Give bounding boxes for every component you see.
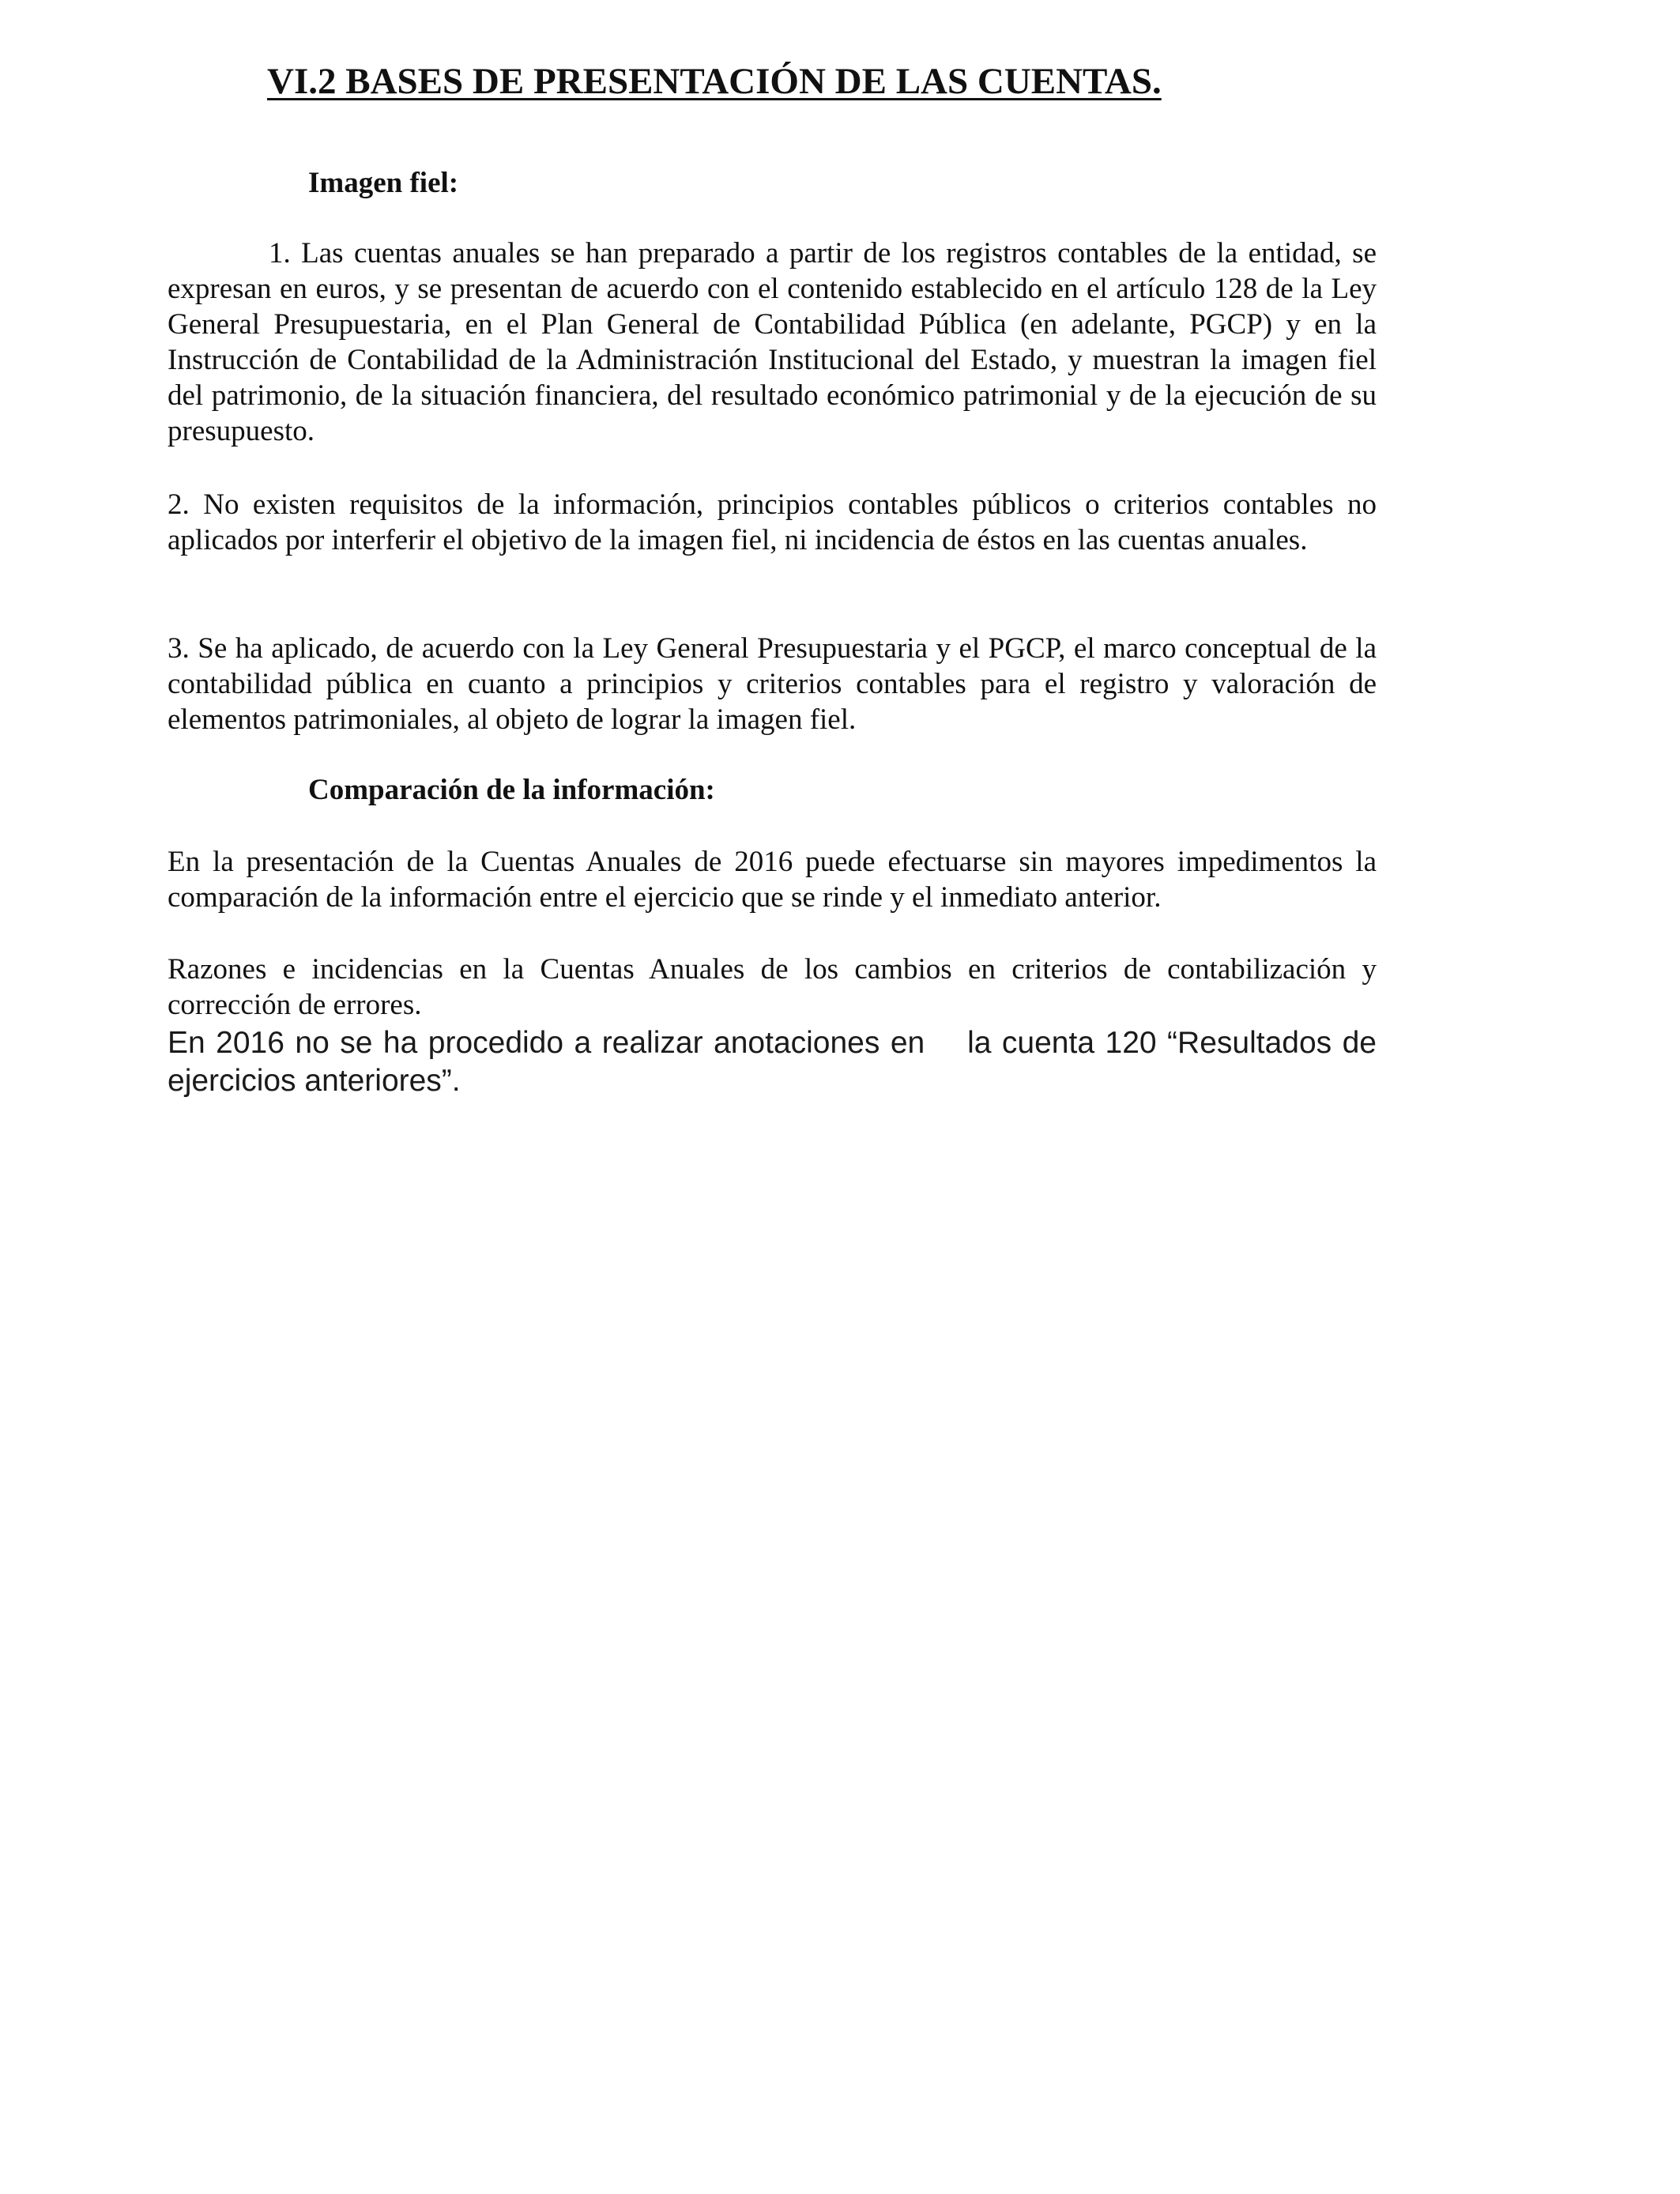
paragraph-comparacion: En la presentación de la Cuentas Anuales de 2016 puede efectuarse sin mayores impedimentos la comparación de la información entre el ejercicio que se rinde y el inmediato anterior. [168,846,1377,914]
paragraph-cuenta-120: En 2016 no se ha procedido a realizar anotaciones en la cuenta 120 “Resultados de ejercicios anteriores”. [168,1026,1385,1098]
heading-comparacion: Comparación de la información: [308,774,715,806]
paragraph-3: 3. Se ha aplicado, de acuerdo con la Ley General Presupuestaria y el PGCP, el marco conceptual de la contabilidad pública en cuanto a principios y criterios contables para el registro y valoración de elementos patrimoniales, al objeto de lograr la imagen fiel. [168,632,1377,736]
heading-imagen-fiel: Imagen fiel: [308,167,459,199]
paragraph-razones: Razones e incidencias en la Cuentas Anuales de los cambios en criterios de contabilización y corrección de errores. [168,953,1377,1021]
paragraph-2: 2. No existen requisitos de la información, principios contables públicos o criterios contables no aplicados por interferir el objetivo de la imagen fiel, ni incidencia de éstos en las cuentas anuales. [168,488,1377,556]
page-title: VI.2 BASES DE PRESENTACIÓN DE LAS CUENTAS. [267,61,1162,102]
paragraph-1: 1. Las cuentas anuales se han preparado a partir de los registros contables de la entidad, se expresan en euros, y se presentan de acuerdo con el contenido establecido en el artículo 128 de la Ley General Presupuestaria, en el Plan General de Contabilidad Pública (en adelante, PGCP) y en la Instrucción de Contabilidad de la Administración Institucional del Estado, y muestran la imagen fiel del patrimonio, de la situación financiera, del resultado económico patrimonial y de la ejecución de su presupuesto. [168,237,1377,447]
